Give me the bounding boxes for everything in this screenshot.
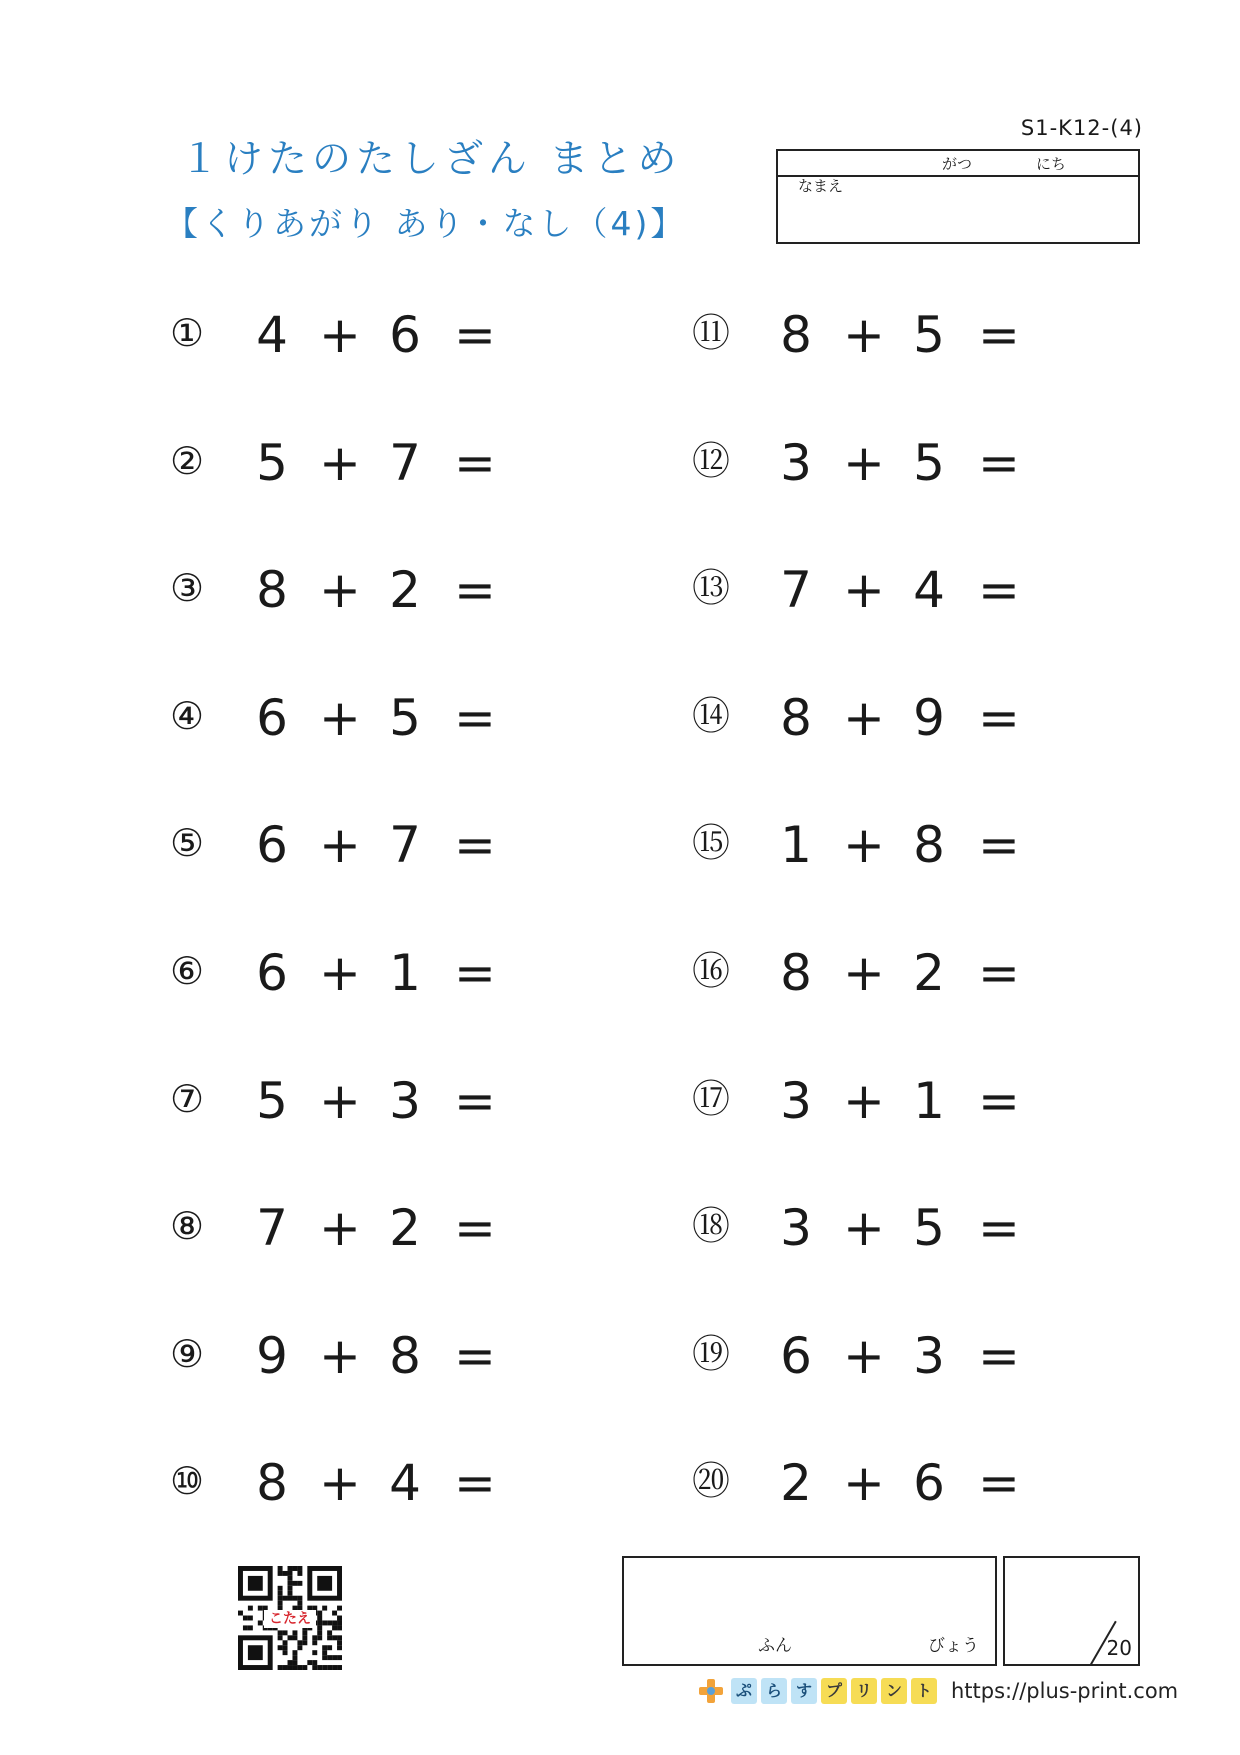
equals-sign: =	[454, 306, 496, 364]
brand-char: ン	[881, 1678, 907, 1704]
second-addend: 2	[389, 561, 421, 619]
problem-number: ⑲	[691, 1332, 730, 1376]
plus-sign: +	[843, 306, 885, 364]
day-label: にち	[1036, 155, 1067, 173]
brand-char: リ	[851, 1678, 877, 1704]
second-addend: 5	[389, 689, 421, 747]
plus-sign: +	[319, 306, 361, 364]
problem-number: ⑥	[169, 949, 205, 993]
problem-number: ⑬	[691, 566, 730, 610]
first-addend: 2	[780, 1454, 812, 1512]
problem-item	[686, 555, 1046, 625]
equals-sign: =	[454, 1199, 496, 1257]
second-addend: 4	[913, 561, 945, 619]
problem-item	[162, 1321, 522, 1391]
problem-item	[686, 1321, 1046, 1391]
brand-footer	[697, 1674, 1178, 1708]
first-addend: 5	[256, 434, 288, 492]
equals-sign: =	[454, 1327, 496, 1385]
plus-sign: +	[843, 944, 885, 1002]
plus-print-logo-icon	[697, 1677, 725, 1705]
problem-item	[686, 428, 1046, 498]
second-addend: 6	[913, 1454, 945, 1512]
first-addend: 7	[780, 561, 812, 619]
problem-item	[162, 1066, 522, 1136]
first-addend: 6	[256, 944, 288, 1002]
second-addend: 2	[913, 944, 945, 1002]
equals-sign: =	[978, 434, 1020, 492]
website-link[interactable]: https://plus-print.com	[951, 1679, 1179, 1703]
equals-sign: =	[978, 561, 1020, 619]
first-addend: 6	[256, 816, 288, 874]
problem-number: ⑩	[169, 1459, 205, 1503]
plus-sign: +	[843, 1199, 885, 1257]
answer-label: こたえ	[264, 1610, 316, 1628]
second-addend: 2	[389, 1199, 421, 1257]
first-addend: 8	[780, 689, 812, 747]
problem-item	[162, 555, 522, 625]
equals-sign: =	[454, 1072, 496, 1130]
problem-item	[686, 810, 1046, 880]
problem-item	[686, 938, 1046, 1008]
problem-number: ②	[169, 439, 205, 483]
second-addend: 5	[913, 306, 945, 364]
equals-sign: =	[454, 816, 496, 874]
plus-sign: +	[319, 816, 361, 874]
brand-char: ト	[911, 1678, 937, 1704]
brand-char: ぷ	[731, 1678, 757, 1704]
plus-sign: +	[319, 1454, 361, 1512]
brand-char: す	[791, 1678, 817, 1704]
problem-number: ⑧	[169, 1204, 205, 1248]
problem-number: ⑤	[169, 821, 205, 865]
problem-number: ⑰	[691, 1077, 730, 1121]
first-addend: 6	[256, 689, 288, 747]
brand-char: ら	[761, 1678, 787, 1704]
equals-sign: =	[454, 689, 496, 747]
equals-sign: =	[978, 689, 1020, 747]
first-addend: 6	[780, 1327, 812, 1385]
plus-sign: +	[319, 689, 361, 747]
problem-number: ⑯	[691, 949, 730, 993]
problem-item	[162, 683, 522, 753]
second-addend: 4	[389, 1454, 421, 1512]
second-addend: 3	[913, 1327, 945, 1385]
worksheet-subtitle: 【くりあがり あり・なし（4)】	[165, 204, 687, 243]
second-addend: 1	[913, 1072, 945, 1130]
problem-number: ⑳	[691, 1459, 730, 1503]
score-box	[1003, 1556, 1140, 1666]
first-addend: 8	[780, 944, 812, 1002]
second-addend: 7	[389, 816, 421, 874]
first-addend: 3	[780, 1199, 812, 1257]
problem-item	[686, 1448, 1046, 1518]
first-addend: 7	[256, 1199, 288, 1257]
problem-number: ⑭	[691, 694, 730, 738]
first-addend: 1	[780, 816, 812, 874]
plus-sign: +	[319, 1199, 361, 1257]
plus-sign: +	[843, 816, 885, 874]
problem-item	[162, 810, 522, 880]
first-addend: 8	[256, 1454, 288, 1512]
plus-sign: +	[319, 561, 361, 619]
problem-item	[162, 1193, 522, 1263]
equals-sign: =	[454, 944, 496, 1002]
problem-item	[162, 938, 522, 1008]
month-label: がつ	[942, 155, 973, 173]
first-addend: 9	[256, 1327, 288, 1385]
second-addend: 7	[389, 434, 421, 492]
problem-number: ⑨	[169, 1332, 205, 1376]
problem-number: ⑮	[691, 821, 730, 865]
second-addend: 6	[389, 306, 421, 364]
first-addend: 4	[256, 306, 288, 364]
second-addend: 8	[913, 816, 945, 874]
plus-sign: +	[319, 944, 361, 1002]
equals-sign: =	[978, 1454, 1020, 1512]
equals-sign: =	[978, 816, 1020, 874]
second-addend: 8	[389, 1327, 421, 1385]
plus-sign: +	[843, 561, 885, 619]
problem-item	[686, 300, 1046, 370]
problem-item	[162, 428, 522, 498]
first-addend: 8	[256, 561, 288, 619]
plus-sign: +	[843, 1454, 885, 1512]
date-row	[778, 151, 1138, 177]
first-addend: 3	[780, 434, 812, 492]
problem-number: ⑦	[169, 1077, 205, 1121]
problem-item	[686, 1193, 1046, 1263]
second-addend: 1	[389, 944, 421, 1002]
name-label: なまえ	[798, 177, 844, 195]
equals-sign: =	[978, 944, 1020, 1002]
plus-sign: +	[843, 1072, 885, 1130]
problem-number: ⑱	[691, 1204, 730, 1248]
problem-item	[162, 300, 522, 370]
second-addend: 5	[913, 1199, 945, 1257]
equals-sign: =	[978, 1199, 1020, 1257]
brand-char: プ	[821, 1678, 847, 1704]
time-box	[622, 1556, 997, 1666]
score-total: 20	[1106, 1636, 1132, 1660]
second-addend: 9	[913, 689, 945, 747]
problem-item	[162, 1448, 522, 1518]
plus-sign: +	[319, 434, 361, 492]
plus-sign: +	[843, 434, 885, 492]
worksheet-code: S1-K12-(4)	[1020, 116, 1143, 140]
problem-number: ⑫	[691, 439, 730, 483]
qr-code[interactable]	[238, 1566, 342, 1670]
problem-item	[686, 1066, 1046, 1136]
equals-sign: =	[978, 1327, 1020, 1385]
equals-sign: =	[454, 1454, 496, 1512]
plus-sign: +	[843, 689, 885, 747]
plus-sign: +	[319, 1327, 361, 1385]
plus-sign: +	[319, 1072, 361, 1130]
equals-sign: =	[978, 306, 1020, 364]
equals-sign: =	[978, 1072, 1020, 1130]
problem-item	[686, 683, 1046, 753]
second-addend: 5	[913, 434, 945, 492]
problem-number: ④	[169, 694, 205, 738]
equals-sign: =	[454, 434, 496, 492]
second-addend: 3	[389, 1072, 421, 1130]
minutes-label: ふん	[758, 1636, 792, 1656]
first-addend: 5	[256, 1072, 288, 1130]
equals-sign: =	[454, 561, 496, 619]
worksheet-title: １けたのたしざん まとめ	[180, 137, 682, 182]
first-addend: 8	[780, 306, 812, 364]
problem-number: ③	[169, 566, 205, 610]
problem-number: ⑪	[691, 311, 730, 355]
plus-sign: +	[843, 1327, 885, 1385]
first-addend: 3	[780, 1072, 812, 1130]
seconds-label: びょう	[928, 1636, 979, 1656]
problem-number: ①	[169, 311, 205, 355]
name-date-box	[776, 149, 1140, 244]
